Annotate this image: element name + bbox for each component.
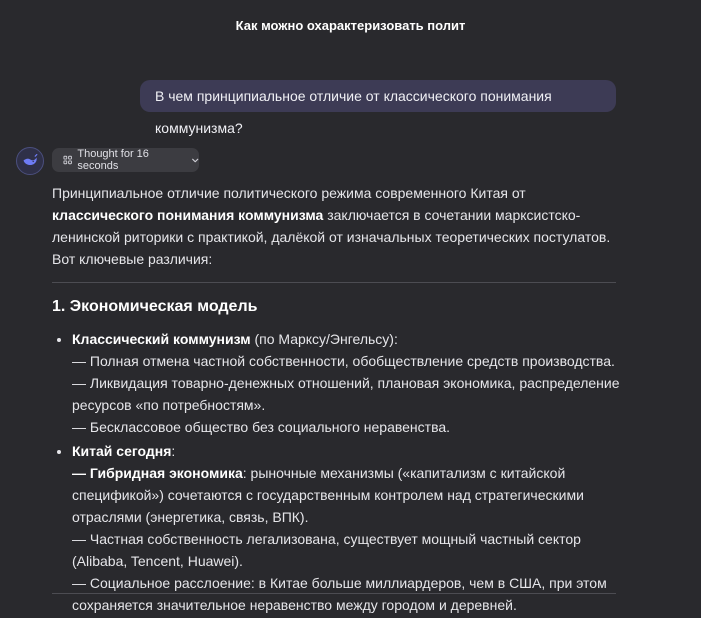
conversation-title: Как можно охарактеризовать полит bbox=[235, 18, 466, 33]
thinking-icon bbox=[63, 155, 72, 165]
bottom-divider bbox=[52, 593, 616, 594]
china-label-suffix: : bbox=[171, 443, 176, 459]
china-line-2: — Частная собственность легализована, существует мощный частный сектор (Alibaba, Tencent, Huawei). bbox=[72, 531, 581, 569]
section-heading: 1. Экономическая модель bbox=[52, 298, 258, 315]
china-line-1-rest: : рыночные механизмы («капитализм с китайской спецификой») сочетаются с государственным контролем над стратегическими отраслями (энергетика, связь, ВПК). bbox=[72, 465, 584, 525]
thought-chip-label: Thought for 16 seconds bbox=[77, 148, 149, 172]
classic-label-suffix: (по Марксу/Энгельсу): bbox=[250, 331, 398, 347]
assistant-avatar bbox=[16, 147, 44, 175]
section-divider bbox=[52, 282, 616, 283]
china-line-1-dash: — bbox=[72, 465, 90, 481]
assistant-answer bbox=[52, 182, 622, 618]
intro-text-2: заключается в сочетании марксистско-ленинской риторики с практикой, далёкой от изначальных теоретических постулатов. Вот ключевые различия: bbox=[52, 207, 611, 267]
whale-logo-icon bbox=[22, 153, 38, 169]
china-line-1-bold: Гибридная экономика bbox=[89, 465, 243, 481]
intro-bold: классического понимания коммунизма bbox=[52, 207, 324, 223]
answer-intro bbox=[52, 182, 622, 270]
classic-line-1: — Полная отмена частной собственности, обобществление средств производства. bbox=[72, 353, 615, 369]
intro-text-1: Принципиальное отличие политического режима современного Китая от bbox=[52, 185, 526, 201]
china-label: Китай сегодня bbox=[72, 443, 172, 459]
comparison-list bbox=[52, 328, 622, 616]
china-line-3: — Социальное расслоение: в Китае больше миллиардеров, чем в США, при этом сохраняется значительное неравенство между городом и деревней. bbox=[72, 575, 607, 613]
classic-label: Классический коммунизм bbox=[72, 331, 251, 347]
classic-line-3: — Бесклассовое общество без социального неравенства. bbox=[72, 419, 451, 435]
chevron-down-icon bbox=[191, 156, 199, 165]
top-bar bbox=[0, 0, 701, 54]
classic-line-2: — Ликвидация товарно-денежных отношений, плановая экономика, распределение ресурсов «по потребностям». bbox=[72, 375, 620, 413]
thought-toggle-button[interactable] bbox=[52, 148, 199, 172]
user-message-bubble: В чем принципиальное отличие от классического понимания коммунизма? bbox=[140, 80, 616, 112]
list-item-china bbox=[72, 440, 622, 616]
list-item-classic bbox=[72, 328, 622, 438]
